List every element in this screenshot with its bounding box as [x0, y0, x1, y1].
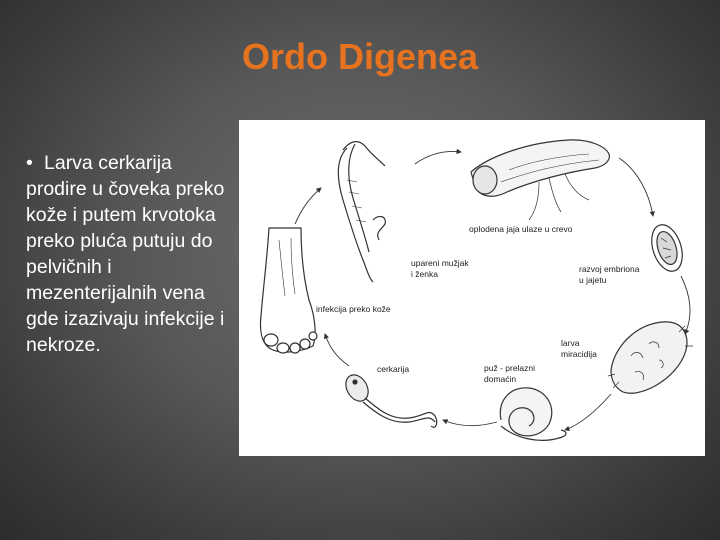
adult-worm-pair-illustration — [338, 142, 385, 282]
egg-embryo-illustration — [646, 221, 687, 275]
label-eggs-enter-intestine: oplodena jaja ulaze u crevo — [469, 224, 573, 234]
cercaria-illustration — [341, 371, 436, 427]
bullet-text: Larva cerkarija prodire u čoveka preko kože i putem krvotoka preko pluća putuju do pelvičnih i mezenterijalnih vena gde izazivaju infekcije i nekroze. — [26, 152, 225, 356]
slide-title: Ordo Digenea — [241, 36, 479, 77]
label-paired-female: i ženka — [411, 269, 438, 279]
label-larva: larva — [561, 338, 580, 348]
intestine-illustration — [471, 140, 609, 220]
label-paired-male: upareni mužjak — [411, 258, 469, 268]
label-in-egg: u jajetu — [579, 275, 607, 285]
bullet-dot: • — [26, 152, 33, 174]
label-miracidium: miracidija — [561, 349, 597, 359]
human-foot-illustration — [261, 228, 318, 353]
miracidium-illustration — [608, 322, 693, 393]
life-cycle-diagram — [239, 120, 705, 456]
label-skin-infection: infekcija preko kože — [316, 304, 391, 314]
snail-illustration — [500, 388, 566, 441]
label-intermediate-host: domaćin — [484, 374, 517, 384]
label-embryo-development: razvoj embriona — [579, 264, 640, 274]
label-cercaria: cerkarija — [377, 364, 410, 374]
label-snail-host: puž - prelazni — [484, 363, 536, 373]
bullet-list — [26, 150, 231, 358]
